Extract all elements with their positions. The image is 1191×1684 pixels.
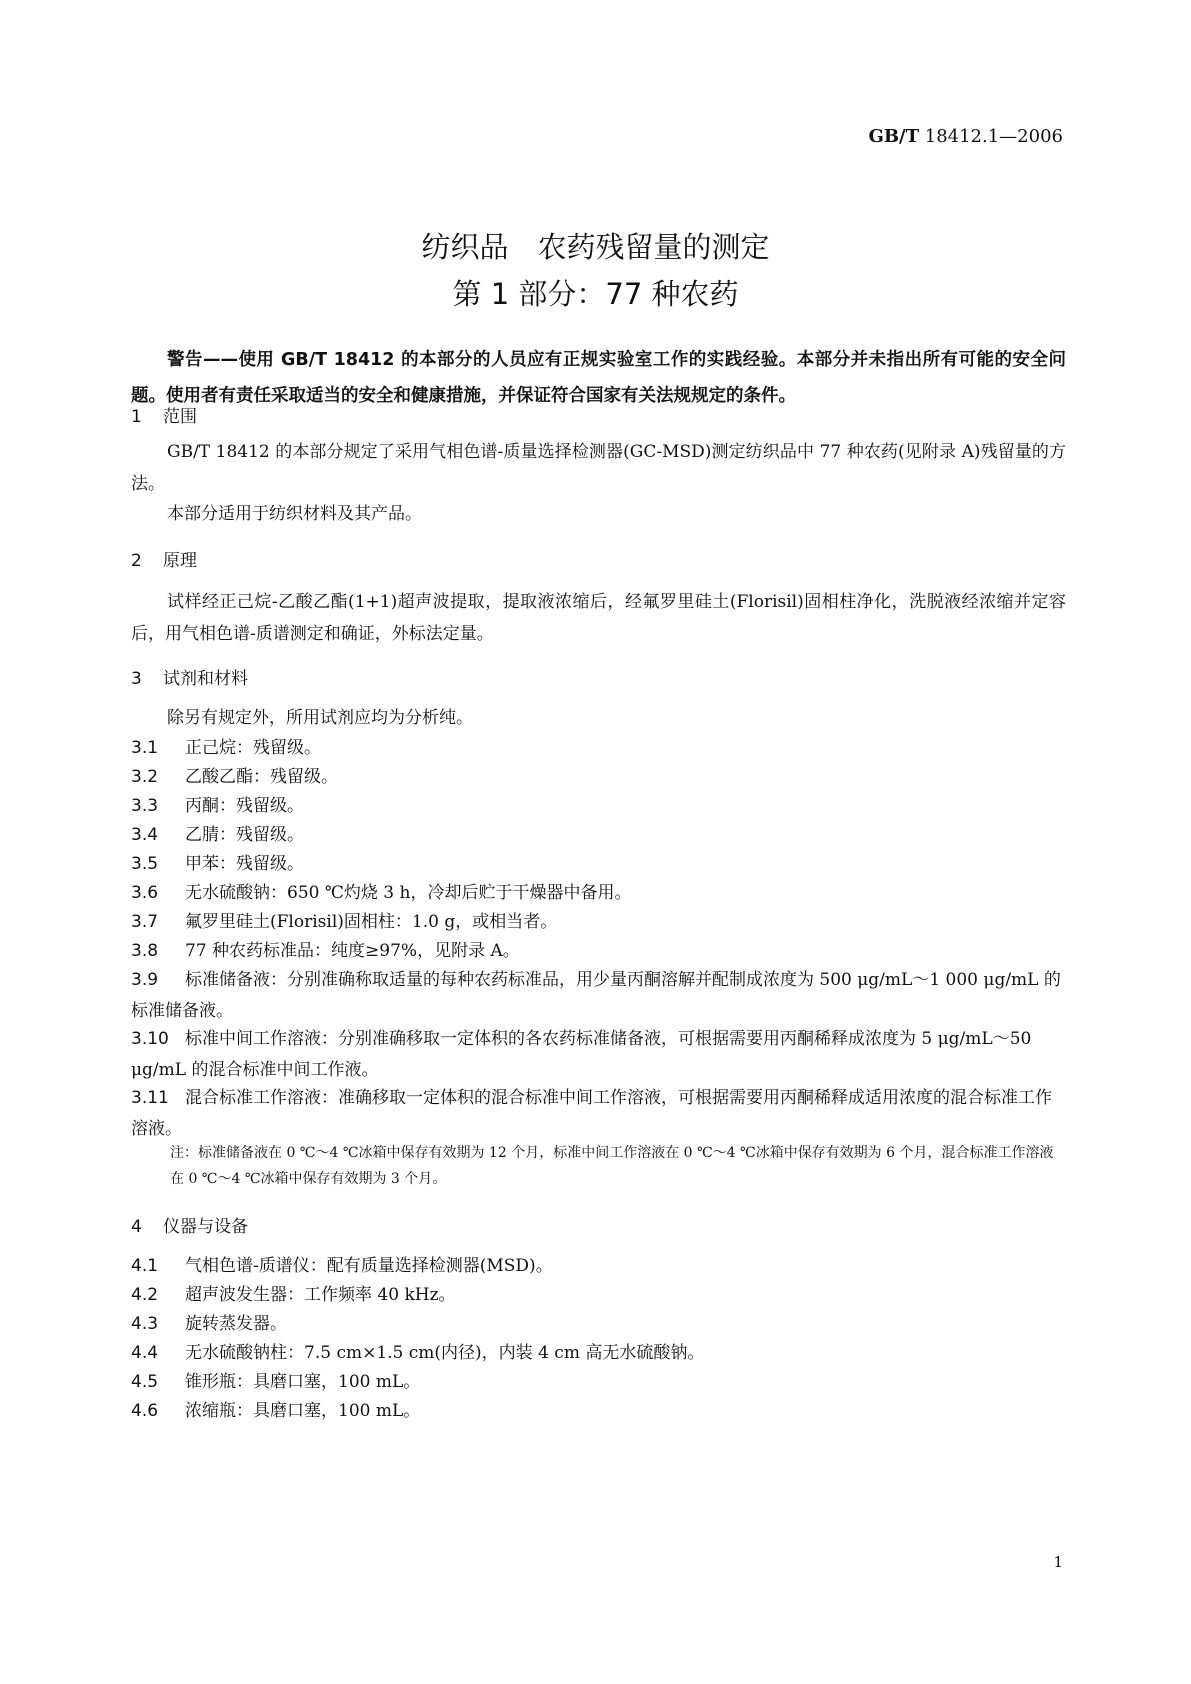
list-item: 3.4 乙腈：残留级。 bbox=[131, 825, 304, 845]
list-item: 3.10 标准中间工作溶液：分别准确移取一定体积的各农药标准储备液，可根据需要用丙酮稀释成浓度为 5 μg/mL～50 μg/mL 的混合标准中间工作液。 bbox=[131, 1029, 1032, 1080]
standard-number: 18412.1—2006 bbox=[924, 126, 1063, 147]
section-1-heading bbox=[131, 402, 197, 427]
section-title: 试剂和材料 bbox=[163, 669, 248, 689]
section-1-paragraph-2: 本部分适用于纺织材料及其产品。 bbox=[167, 504, 422, 524]
section-3-intro: 除另有规定外，所用试剂应均为分析纯。 bbox=[167, 708, 473, 728]
section-2-heading bbox=[131, 546, 197, 571]
section-2-paragraph: 试样经正己烷-乙酸乙酯(1+1)超声波提取，提取液浓缩后，经氟罗里硅土(Florisil)固相柱净化，洗脱液经浓缩并定容后，用气相色谱-质谱测定和确证，外标法定量。 bbox=[131, 592, 1066, 644]
note-label: 注： bbox=[170, 1145, 198, 1161]
list-item: 4.2 超声波发生器：工作频率 40 kHz。 bbox=[131, 1285, 456, 1305]
document-title bbox=[0, 224, 1191, 318]
list-item: 4.1 气相色谱-质谱仪：配有质量选择检测器(MSD)。 bbox=[131, 1256, 553, 1276]
title-line-2: 第 1 部分：77 种农药 bbox=[452, 277, 739, 311]
list-item: 4.3 旋转蒸发器。 bbox=[131, 1314, 287, 1334]
list-item: 3.8 77 种农药标准品：纯度≥97%，见附录 A。 bbox=[131, 941, 520, 961]
list-item: 3.11 混合标准工作溶液：准确移取一定体积的混合标准中间工作溶液，可根据需要用丙酮稀释成适用浓度的混合标准工作溶液。 bbox=[131, 1088, 1052, 1139]
page-number: 1 bbox=[1053, 1553, 1063, 1571]
section-number: 1 bbox=[131, 407, 142, 427]
list-item: 3.1 正己烷：残留级。 bbox=[131, 738, 321, 758]
list-item: 3.9 标准储备液：分别准确称取适量的每种农药标准品，用少量丙酮溶解并配制成浓度为 500 μg/mL～1 000 μg/mL 的标准储备液。 bbox=[131, 970, 1061, 1021]
section-3-heading bbox=[131, 664, 248, 689]
list-item: 3.5 甲苯：残留级。 bbox=[131, 854, 304, 874]
warning-paragraph: 警告——使用 GB/T 18412 的本部分的人员应有正规实验室工作的实践经验。本部分并未指出所有可能的安全问题。使用者有责任采取适当的安全和健康措施，并保证符合国家有关法规规定的条件。 bbox=[131, 350, 1066, 406]
list-item: 4.6 浓缩瓶：具磨口塞，100 mL。 bbox=[131, 1401, 421, 1421]
section-title: 原理 bbox=[163, 551, 197, 571]
title-line-1: 纺织品 农药残留量的测定 bbox=[421, 230, 770, 264]
standard-code bbox=[868, 126, 1063, 147]
section-number: 4 bbox=[131, 1217, 142, 1237]
standard-prefix: GB/T bbox=[868, 126, 920, 147]
list-item: 3.6 无水硫酸钠：650 ℃灼烧 3 h，冷却后贮于干燥器中备用。 bbox=[131, 883, 632, 903]
section-number: 2 bbox=[131, 551, 142, 571]
section-title: 仪器与设备 bbox=[163, 1217, 248, 1237]
note bbox=[170, 1140, 1066, 1192]
list-item: 4.5 锥形瓶：具磨口塞，100 mL。 bbox=[131, 1372, 421, 1392]
section-4-heading bbox=[131, 1212, 248, 1237]
list-item: 3.7 氟罗里硅土(Florisil)固相柱：1.0 g，或相当者。 bbox=[131, 912, 558, 932]
list-item: 3.2 乙酸乙酯：残留级。 bbox=[131, 767, 338, 787]
section-title: 范围 bbox=[163, 407, 197, 427]
list-item: 3.3 丙酮：残留级。 bbox=[131, 796, 304, 816]
section-number: 3 bbox=[131, 669, 142, 689]
note-text: 标准储备液在 0 ℃～4 ℃冰箱中保存有效期为 12 个月，标准中间工作溶液在 0 ℃～4 ℃冰箱中保存有效期为 6 个月，混合标准工作溶液在 0 ℃～4 ℃冰箱中保存有效期为 3 个月。 bbox=[170, 1145, 1054, 1187]
section-1-paragraph-1: GB/T 18412 的本部分规定了采用气相色谱-质量选择检测器(GC-MSD)测定纺织品中 77 种农药(见附录 A)残留量的方法。 bbox=[131, 442, 1066, 494]
list-item: 4.4 无水硫酸钠柱：7.5 cm×1.5 cm(内径)，内装 4 cm 高无水硫酸钠。 bbox=[131, 1343, 705, 1363]
